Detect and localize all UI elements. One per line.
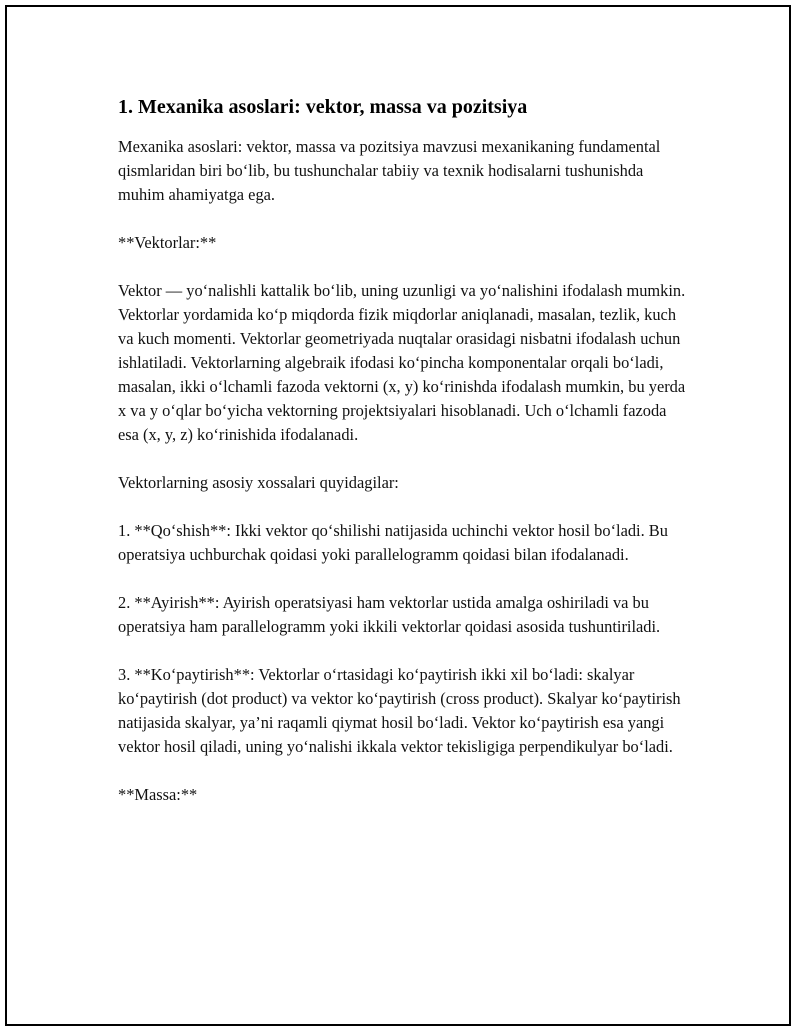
- document-title: 1. Mexanika asoslari: vektor, massa va pozitsiya: [118, 96, 528, 118]
- list-item-subtraction: 2. **Ayirish**: Ayirish operatsiyasi ham vektorlar ustida amalga oshiriladi va bu operatsiya ham parallelogramm yoki ikkili vektorlar qoidasi asosida tushuntiriladi.: [118, 593, 661, 636]
- vector-definition-paragraph: Vektor — yo‘nalishli kattalik bo‘lib, uning uzunligi va yo‘nalishini ifodalash mumkin. Vektorlar yordamida ko‘p miqdorda fizik miqdorlar aniqlanadi, masalan, tezlik, kuch va kuch momenti. Vektorlar geometriyada nuqtalar orasidagi nisbatni ifodalash uchun ishlatiladi. Vektorlarning algebraik ifodasi ko‘pincha komponentalar orqali bo‘ladi, masalan, ikki o‘lchamli fazoda vektorni (x, y) ko‘rinishda ifodalash mumkin, bu yerda x va y o‘qlar bo‘yicha vektorning projektsiyalari hisoblanadi. Uch o‘lchamli fazoda esa (x, y, z) ko‘rinishida ifodalanadi.: [118, 281, 686, 444]
- vectors-heading: **Vektorlar:**: [118, 233, 217, 252]
- list-item-multiplication: 3. **Ko‘paytirish**: Vektorlar o‘rtasidagi ko‘paytirish ikki xil bo‘ladi: skalyar ko‘paytirish (dot product) va vektor ko‘paytirish (cross product). Skalyar ko‘paytirish natijasida skalyar, ya’ni raqamli qiymat hosil bo‘ladi. Vektor ko‘paytirish esa yangi vektor hosil qiladi, uning yo‘nalishi ikkala vektor tekisligiga perpendikulyar bo‘ladi.: [118, 665, 681, 756]
- vector-properties-intro: Vektorlarning asosiy xossalari quyidagilar:: [118, 473, 399, 492]
- intro-paragraph: Mexanika asoslari: vektor, massa va pozitsiya mavzusi mexanikaning fundamental qismlaridan biri bo‘lib, bu tushunchalar tabiiy va texnik hodisalarni tushunishda muhim ahamiyatga ega.: [118, 137, 661, 204]
- list-item-addition: 1. **Qo‘shish**: Ikki vektor qo‘shilishi natijasida uchinchi vektor hosil bo‘ladi. Bu operatsiya uchburchak qoidasi yoki parallelogramm qoidasi bilan ifodalanadi.: [118, 521, 668, 564]
- document-body: [118, 93, 688, 831]
- mass-heading: **Massa:**: [118, 785, 198, 804]
